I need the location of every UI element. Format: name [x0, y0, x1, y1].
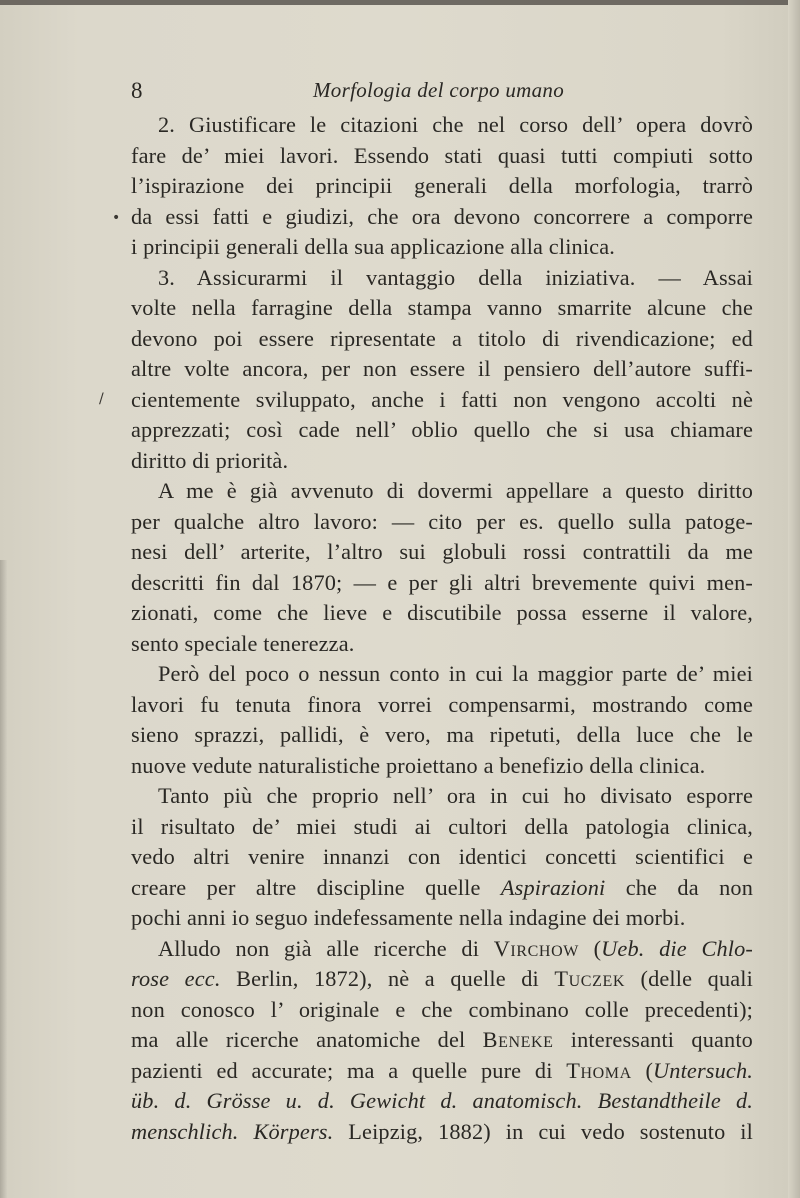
text-run: A me è già avvenuto di dovermi appellare a questo diritto [158, 478, 753, 503]
text-line [131, 995, 753, 1026]
text-line [131, 629, 753, 660]
page-left-edge [0, 560, 7, 1198]
text-line [131, 385, 753, 416]
text-run: da essi fatti e giudizi, che ora devono concorrere a comporre [131, 203, 753, 229]
text-line [131, 873, 753, 904]
text-line [131, 934, 753, 965]
text-run: fare de’ miei lavori. Essendo stati quasi tutti compiuti sotto [131, 142, 753, 168]
margin-mark: / [99, 391, 104, 407]
text-run: vedo altri venire innanzi con identici concetti scientifici e [131, 844, 753, 869]
text-line [131, 415, 753, 446]
text-line [131, 202, 753, 233]
text-run: nuove vedute naturalistiche proiettano a benefizio della clinica. [131, 752, 706, 778]
text-run: Tanto più che proprio nell’ ora in cui ho divisato esporre [158, 783, 753, 808]
text-line [131, 1086, 753, 1117]
text-run: ( [578, 935, 602, 961]
text-line [131, 537, 753, 568]
text-run: creare per altre discipline quelle [131, 874, 501, 900]
text-run: devono poi essere ripresentate a titolo di rivendicazione; ed [131, 325, 753, 351]
author-name: Thoma [566, 1057, 632, 1083]
author-name: Virchow [493, 935, 579, 961]
text-line [131, 1117, 753, 1148]
text-run: sieno sprazzi, pallidi, è vero, ma ripetuti, della luce che le [131, 722, 753, 747]
text-line [131, 568, 753, 599]
text-line [131, 232, 753, 263]
page-header [0, 78, 800, 108]
text-run: Però del poco o nessun conto in cui la maggior parte de’ miei [158, 661, 753, 686]
text-run: pazienti ed accurate; ma a quelle pure di [131, 1057, 567, 1083]
text-run: il risultato de’ miei studi ai cultori della patologia clinica, [131, 813, 753, 839]
text-line [131, 812, 753, 843]
text-run: (delle quali [624, 966, 753, 991]
text-line [131, 263, 753, 294]
text-line [131, 690, 753, 721]
page-right-edge [788, 0, 800, 1198]
italic-text: Untersuch. [653, 1057, 753, 1083]
text-run: non conosco l’ originale e che combinano colle precedenti); [131, 996, 753, 1022]
text-run: nesi dell’ arterite, l’altro sui globuli rossi contrattili da me [131, 539, 753, 564]
text-run: 2. Giustificare le citazioni che nel corso dell’ opera dovrò [158, 112, 753, 137]
text-run: Berlin, 1872), nè a quelle di [220, 966, 555, 991]
text-line [131, 751, 753, 782]
italic-text: menschlich. Körpers. [131, 1118, 334, 1144]
text-line [131, 903, 753, 934]
running-title: Morfologia del corpo umano [313, 78, 565, 102]
text-run: ma alle ricerche anatomiche del [131, 1027, 483, 1052]
text-line [131, 659, 753, 690]
text-line [131, 842, 753, 873]
text-run: 3. Assicurarmi il vantaggio della iniziativa. — Assai [158, 264, 753, 290]
text-line [131, 476, 753, 507]
text-run: zionati, come che lieve e discutibile possa esserne il valore, [131, 600, 753, 625]
text-line [131, 720, 753, 751]
text-run: per qualche altro lavoro: — cito per es. quello sulla patoge- [131, 508, 753, 534]
italic-text: Ueb. die Chlo- [601, 935, 754, 961]
margin-mark: • [112, 210, 121, 226]
text-line [131, 110, 753, 141]
text-line [131, 141, 753, 172]
text-run: sento speciale tenerezza. [131, 630, 355, 656]
page-number: 8 [131, 78, 143, 103]
text-run: che da non [605, 874, 753, 900]
text-line [131, 354, 753, 385]
text-run: diritto di priorità. [131, 447, 289, 473]
italic-text: üb. d. Grösse u. d. Gewicht d. anatomisch. Bestandtheile d. [131, 1088, 753, 1113]
text-line [131, 171, 753, 202]
text-run: ( [631, 1057, 654, 1083]
text-run: interessanti quanto [553, 1027, 753, 1052]
text-run: descritti fin dal 1870; — e per gli altri brevemente quivi men- [131, 569, 753, 595]
text-line [131, 964, 753, 995]
body-text [131, 110, 753, 1147]
text-run: Leipzig, 1882) in cui vedo sostenuto il [333, 1118, 753, 1144]
text-line [131, 324, 753, 355]
text-line [131, 781, 753, 812]
text-run: apprezzati; così cade nell’ oblio quello che si usa chiamare [131, 417, 753, 442]
text-line [131, 1056, 753, 1087]
text-line [131, 507, 753, 538]
text-line [131, 293, 753, 324]
text-run: altre volte ancora, per non essere il pensiero dell’autore suffi- [131, 356, 753, 381]
text-line [131, 446, 753, 477]
author-name: Beneke [482, 1027, 554, 1052]
text-run: lavori fu tenuta finora vorrei compensarmi, mostrando come [131, 691, 753, 717]
italic-text: rose ecc. [131, 966, 221, 991]
text-line [131, 598, 753, 629]
text-run: l’ispirazione dei principii generali della morfologia, trarrò [131, 173, 753, 198]
italic-text: Aspirazioni [500, 874, 606, 900]
text-run: Alludo non già alle ricerche di [158, 935, 494, 961]
author-name: Tuczek [554, 966, 625, 991]
text-line [131, 1025, 753, 1056]
top-border [0, 0, 800, 5]
text-run: i principii generali della sua applicazione alla clinica. [131, 234, 616, 259]
text-run: pochi anni io seguo indefessamente nella indagine dei morbi. [131, 905, 686, 930]
text-run: volte nella farragine della stampa vanno smarrite alcune che [131, 295, 753, 320]
text-run: cientemente sviluppato, anche i fatti non vengono accolti nè [131, 386, 753, 412]
